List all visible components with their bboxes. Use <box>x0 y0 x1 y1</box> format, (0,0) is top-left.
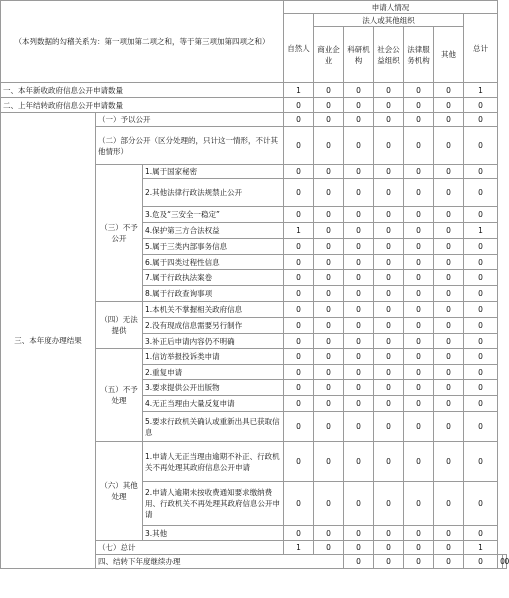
cell-value: 0 <box>434 239 464 255</box>
cell-value: 0 <box>374 365 404 380</box>
cell-value: 0 <box>374 555 404 569</box>
cell-value: 0 <box>314 334 344 349</box>
cell-value: 0 <box>404 349 434 365</box>
cell-value: 0 <box>464 442 498 482</box>
cell-value: 0 <box>374 286 404 302</box>
cell-value: 0 <box>314 127 344 165</box>
cell-value: 0 <box>284 380 314 396</box>
row-label: 3.补正后申请内容仍不明确 <box>143 334 284 349</box>
cell-value: 0 <box>344 318 374 334</box>
cell-value: 0 <box>374 334 404 349</box>
cell-value: 0 <box>374 318 404 334</box>
row-label: （一）予以公开 <box>96 113 284 127</box>
header-legal-service: 法律服务机构 <box>404 27 434 83</box>
cell-value: 0 <box>464 365 498 380</box>
cell-value: 0 <box>464 270 498 286</box>
cell-value: 0 <box>464 349 498 365</box>
cell-value: 0 <box>434 349 464 365</box>
cell-value: 0 <box>314 412 344 442</box>
row-label: 1.本机关不掌握相关政府信息 <box>143 302 284 318</box>
cell-value: 0 <box>434 442 464 482</box>
cell-value: 0 <box>344 83 374 98</box>
cell-value: 0 <box>434 223 464 239</box>
row-label: 2.其他法律行政法规禁止公开 <box>143 179 284 207</box>
cell-value: 0 <box>284 239 314 255</box>
cell-value: 0 <box>404 555 434 569</box>
cell-value: 0 <box>404 98 434 113</box>
row-label: 4.保护第三方合法权益 <box>143 223 284 239</box>
cell-value: 0 <box>344 412 374 442</box>
cell-value: 0 <box>314 349 344 365</box>
cell-value: 0 <box>314 113 344 127</box>
cell-value: 0 <box>374 396 404 412</box>
cell-value: 0 <box>404 412 434 442</box>
row-label: 8.属于行政查询事项 <box>143 286 284 302</box>
cell-value: 0 <box>284 482 314 526</box>
cell-value: 0 <box>464 318 498 334</box>
cell-value: 0 <box>464 179 498 207</box>
cell-value: 0 <box>464 526 498 541</box>
cell-value: 0 <box>374 83 404 98</box>
cell-value: 0 <box>284 302 314 318</box>
cell-value: 0 <box>374 127 404 165</box>
cell-value: 0 <box>404 396 434 412</box>
cell-value: 0 <box>314 270 344 286</box>
header-total: 总计 <box>464 14 498 83</box>
group-4-label: （四）无法提供 <box>96 302 143 349</box>
cell-value: 0 <box>374 165 404 179</box>
cell-value: 0 <box>284 286 314 302</box>
cell-value: 0 <box>284 255 314 270</box>
group-6-label: （六）其他处理 <box>96 442 143 541</box>
cell-value: 0 <box>374 98 404 113</box>
cell-value: 0 <box>464 412 498 442</box>
cell-value: 0 <box>344 127 374 165</box>
cell-value: 0 <box>314 365 344 380</box>
cell-value: 0 <box>314 380 344 396</box>
cell-value: 0 <box>344 442 374 482</box>
cell-value: 0 <box>374 526 404 541</box>
cell-value: 0 <box>404 318 434 334</box>
cell-value: 0 <box>284 412 314 442</box>
cell-value: 0 <box>314 255 344 270</box>
cell-value: 0 <box>314 207 344 223</box>
cell-value: 0 <box>344 541 374 555</box>
cell-value: 0 <box>374 113 404 127</box>
cell-value: 1 <box>284 83 314 98</box>
row-label: 1.信访举报投诉类申请 <box>143 349 284 365</box>
row-label: 3.要求提供公开出版物 <box>143 380 284 396</box>
table-row <box>1 98 507 113</box>
cell-value: 1 <box>464 83 498 98</box>
cell-value: 0 <box>434 318 464 334</box>
cell-value: 0 <box>404 270 434 286</box>
cell-value: 0 <box>314 165 344 179</box>
cell-value: 0 <box>344 113 374 127</box>
cell-value: 0 <box>284 165 314 179</box>
table-row <box>1 83 507 98</box>
cell-value: 0 <box>344 380 374 396</box>
cell-value: 0 <box>434 482 464 526</box>
header-legal-group: 法人或其他组织 <box>314 14 464 27</box>
cell-value: 0 <box>434 207 464 223</box>
cell-value: 0 <box>404 127 434 165</box>
cell-value: 0 <box>404 380 434 396</box>
cell-value: 0 <box>464 165 498 179</box>
cell-value: 0 <box>464 113 498 127</box>
cell-value: 0 <box>314 318 344 334</box>
row-label: 1.属于国家秘密 <box>143 165 284 179</box>
header-commercial: 商业企业 <box>314 27 344 83</box>
cell-value: 0 <box>434 255 464 270</box>
header-natural-person: 自然人 <box>284 14 314 83</box>
cell-value: 0 <box>434 165 464 179</box>
cell-value: 0 <box>464 286 498 302</box>
cell-value: 0 <box>404 365 434 380</box>
cell-value: 0 <box>464 555 498 569</box>
cell-value: 0 <box>464 127 498 165</box>
row-label: 3.其他 <box>143 526 284 541</box>
cell-value: 0 <box>314 302 344 318</box>
cell-value: 0 <box>344 98 374 113</box>
cell-value: 0 <box>404 165 434 179</box>
cell-value: 0 <box>374 207 404 223</box>
table-row <box>1 113 507 127</box>
cell-value: 0 <box>434 302 464 318</box>
cell-value: 0 <box>404 442 434 482</box>
cell-value: 0 <box>314 541 344 555</box>
cell-value: 0 <box>284 318 314 334</box>
cell-value: 1 <box>284 541 314 555</box>
row-label: 2.没有现成信息需要另行制作 <box>143 318 284 334</box>
cell-value: 0 <box>434 526 464 541</box>
cell-value: 1 <box>464 223 498 239</box>
cell-value: 0 <box>284 349 314 365</box>
cell-value: 0 <box>404 207 434 223</box>
cell-value: 0 <box>344 223 374 239</box>
cell-value: 0 <box>374 541 404 555</box>
cell-value: 0 <box>404 255 434 270</box>
row-label: 二、上年结转政府信息公开申请数量 <box>1 98 284 113</box>
cell-value: 0 <box>284 365 314 380</box>
cell-value: 0 <box>344 270 374 286</box>
cell-value: 0 <box>284 127 314 165</box>
row-label: 4.无正当理由大量反复申请 <box>143 396 284 412</box>
cell-value: 0 <box>434 555 464 569</box>
cell-value: 0 <box>314 482 344 526</box>
cell-value: 0 <box>314 286 344 302</box>
row-label: 5.属于三类内部事务信息 <box>143 239 284 255</box>
cell-value: 0 <box>344 286 374 302</box>
section-3-label: 三、本年度办理结果 <box>1 113 96 569</box>
cell-value: 0 <box>284 98 314 113</box>
cell-value: 0 <box>344 334 374 349</box>
cell-value: 0 <box>344 302 374 318</box>
header-applicant: 申请人情况 <box>284 1 498 14</box>
cell-value: 0 <box>464 98 498 113</box>
cell-value: 0 <box>314 442 344 482</box>
cell-value: 0 <box>464 302 498 318</box>
cell-value: 0 <box>374 442 404 482</box>
cell-value: 0 <box>434 286 464 302</box>
cell-value: 0 <box>404 541 434 555</box>
cell-value: 0 <box>464 482 498 526</box>
cell-value: 0 <box>434 127 464 165</box>
cell-value: 0 <box>344 255 374 270</box>
cell-value: 0 <box>404 83 434 98</box>
cell-value: 0 <box>374 179 404 207</box>
cell-value: 0 <box>284 113 314 127</box>
cell-value: 0 <box>434 396 464 412</box>
cell-value: 0 <box>344 207 374 223</box>
cell-value: 0 <box>344 179 374 207</box>
cell-value: 0 <box>404 239 434 255</box>
cell-value: 0 <box>434 365 464 380</box>
cell-value: 0 <box>314 98 344 113</box>
cell-value: 0 <box>344 365 374 380</box>
header-social-welfare: 社会公益组织 <box>374 27 404 83</box>
cell-value: 0 <box>404 113 434 127</box>
cell-value: 0 <box>404 482 434 526</box>
cell-value: 0 <box>314 239 344 255</box>
cell-value: 0 <box>404 223 434 239</box>
cell-value: 0 <box>434 334 464 349</box>
cell-value: 0 <box>344 239 374 255</box>
cell-value: 0 <box>434 98 464 113</box>
cell-value: 0 <box>404 286 434 302</box>
row-label: 一、本年新收政府信息公开申请数量 <box>1 83 284 98</box>
row-label: （七）总计 <box>96 541 284 555</box>
cell-value: 0 <box>464 207 498 223</box>
header-other: 其他 <box>434 27 464 83</box>
row-label: 2.重复申请 <box>143 365 284 380</box>
cell-value: 0 <box>498 555 502 569</box>
cell-value: 0 <box>374 482 404 526</box>
cell-value: 0 <box>314 526 344 541</box>
row-label: 1.申请人无正当理由逾期不补正、行政机关不再处理其政府信息公开申请 <box>143 442 284 482</box>
cell-value: 0 <box>374 255 404 270</box>
cell-value: 0 <box>314 223 344 239</box>
cell-value: 0 <box>344 396 374 412</box>
cell-value: 0 <box>404 302 434 318</box>
cell-value: 0 <box>284 179 314 207</box>
cell-value: 0 <box>314 83 344 98</box>
cell-value: 0 <box>344 526 374 541</box>
row-label: 2.申请人逾期未按收费通知要求缴纳费用、行政机关不再处理其政府信息公开申请 <box>143 482 284 526</box>
row-label: 3.危及“三安全一稳定” <box>143 207 284 223</box>
cell-value: 0 <box>464 239 498 255</box>
cell-value: 0 <box>374 239 404 255</box>
cell-value: 0 <box>374 349 404 365</box>
row-label: 6.属于四类过程性信息 <box>143 255 284 270</box>
row-label: 5.要求行政机关确认或重新出具已获取信息 <box>143 412 284 442</box>
cell-value: 0 <box>374 270 404 286</box>
cell-value: 0 <box>404 526 434 541</box>
cell-value: 0 <box>284 270 314 286</box>
cell-value: 0 <box>502 555 506 569</box>
cell-value: 0 <box>344 482 374 526</box>
cell-value: 0 <box>284 207 314 223</box>
cell-value: 0 <box>374 223 404 239</box>
cell-value: 0 <box>374 412 404 442</box>
cell-value: 0 <box>284 526 314 541</box>
cell-value: 0 <box>464 380 498 396</box>
header-note: （本列数据的勾稽关系为：第一项加第二项之和，等于第三项加第四项之和） <box>1 1 284 83</box>
cell-value: 0 <box>344 165 374 179</box>
cell-value: 0 <box>314 396 344 412</box>
cell-value: 0 <box>434 380 464 396</box>
cell-value: 0 <box>434 412 464 442</box>
cell-value: 0 <box>434 83 464 98</box>
cell-value: 0 <box>464 334 498 349</box>
cell-value: 1 <box>464 541 498 555</box>
cell-value: 0 <box>284 396 314 412</box>
row-label: 四、结转下年度继续办理 <box>96 555 344 569</box>
group-3-label: （三）不予公开 <box>96 165 143 302</box>
cell-value: 0 <box>434 113 464 127</box>
cell-value: 0 <box>464 396 498 412</box>
cell-value: 0 <box>284 334 314 349</box>
cell-value: 0 <box>314 179 344 207</box>
cell-value: 0 <box>284 442 314 482</box>
row-label: （二）部分公开（区分处理的，只计这一情形，不计其他情形） <box>96 127 284 165</box>
cell-value: 0 <box>374 302 404 318</box>
group-5-label: （五）不予处理 <box>96 349 143 442</box>
cell-value: 0 <box>434 270 464 286</box>
cell-value: 0 <box>374 380 404 396</box>
cell-value: 0 <box>404 334 434 349</box>
cell-value: 0 <box>344 349 374 365</box>
header-research: 科研机构 <box>344 27 374 83</box>
row-label: 7.属于行政执法案卷 <box>143 270 284 286</box>
cell-value: 1 <box>284 223 314 239</box>
cell-value: 0 <box>434 541 464 555</box>
cell-value: 0 <box>344 555 374 569</box>
cell-value: 0 <box>434 179 464 207</box>
cell-value: 0 <box>404 179 434 207</box>
cell-value: 0 <box>464 255 498 270</box>
